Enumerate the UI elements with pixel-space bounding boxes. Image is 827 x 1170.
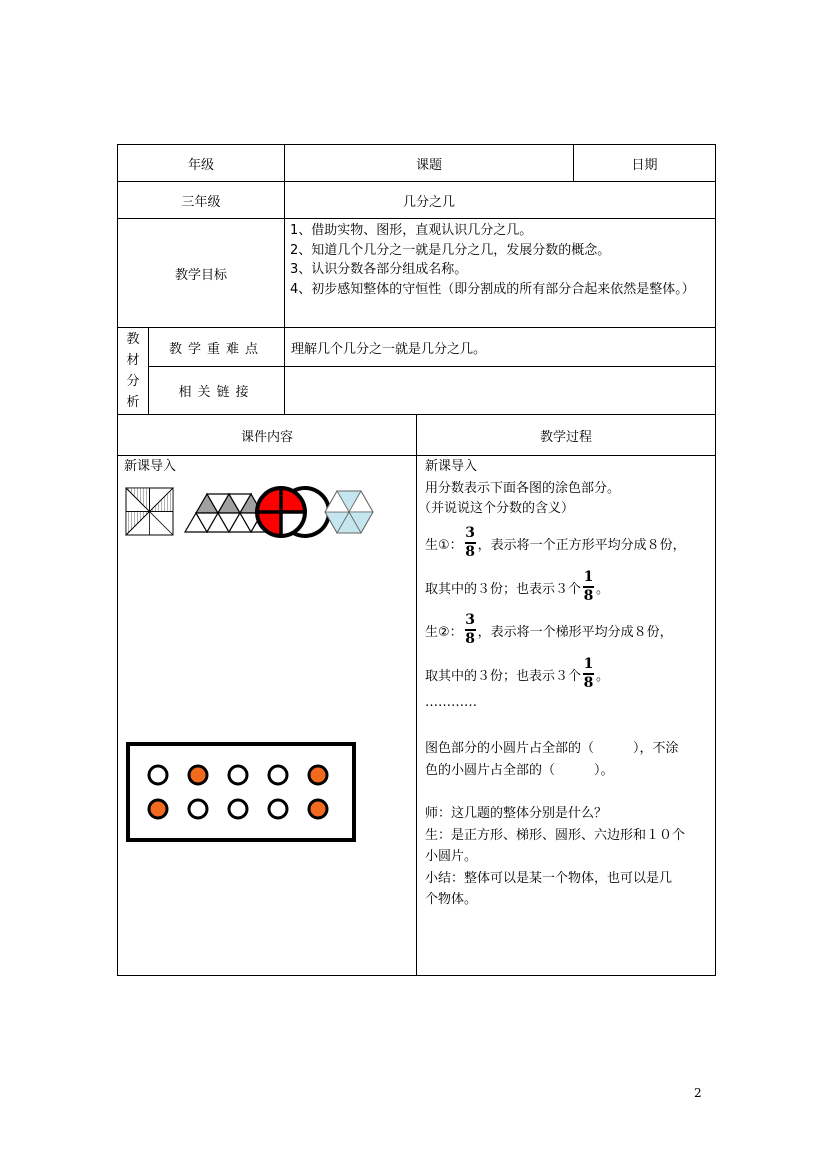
student1-end: 。: [596, 581, 610, 597]
student2-line2: [425, 655, 609, 693]
student1-line1: [425, 524, 686, 562]
student2-line2-text: 取其中的３份；也表示３个: [425, 668, 582, 684]
shapes-figure: [122, 482, 384, 542]
goal-item: 1、借助实物、图形，直观认识几分之几。: [290, 223, 533, 238]
empty-circle: [229, 766, 247, 784]
fraction-denominator: 8: [583, 587, 594, 604]
links-label: 相关链接: [178, 385, 255, 400]
ellipsis: …………: [425, 695, 477, 710]
analysis-char: 材: [126, 353, 140, 368]
fraction-one-eighth: [583, 657, 594, 691]
fraction-three-eighths: [465, 613, 476, 647]
analysis-side-label: [118, 328, 148, 414]
process-instruction-note: （并说说这个分数的含义）: [418, 501, 575, 516]
fraction-numerator: 1: [583, 656, 594, 673]
circle-shape: [257, 488, 329, 536]
student1-text: ，表示将一个正方形平均分成８份，: [477, 537, 686, 553]
col-divider: [416, 414, 417, 976]
student1-prefix: 生①：: [425, 537, 463, 553]
fraction-denominator: 8: [465, 543, 476, 560]
goal-item: 3、认识分数各部分组成名称。: [290, 262, 468, 277]
circles-question-line1: 图色部分的小圆片占全部的（ ），不涂: [425, 741, 679, 756]
summary-line1: 小结：整体可以是某一个物体，也可以是几: [425, 871, 673, 886]
grade-value: 三年级: [181, 194, 221, 210]
student2-text: ，表示将一个梯形平均分成８份，: [477, 624, 673, 640]
empty-circle: [149, 766, 167, 784]
student-answer-line1: 生：是正方形、梯形、圆形、六边形和１０个: [425, 828, 686, 843]
topic-header: 课题: [415, 157, 442, 173]
teacher-question: 师：这几题的整体分别是什么？: [425, 806, 608, 821]
circles-question-line2: 色的小圆片占全部的（ ）。: [425, 763, 614, 778]
analysis-char: 教: [126, 332, 140, 347]
date-header: 日期: [631, 157, 658, 173]
courseware-intro: 新课导入: [124, 459, 177, 474]
topic-value: 几分之几: [402, 194, 455, 210]
process-header: 教学过程: [539, 429, 592, 445]
student1-line2-text: 取其中的３份；也表示３个: [425, 581, 582, 597]
fraction-denominator: 8: [583, 674, 594, 691]
links-value: [291, 367, 711, 414]
grade-header: 年级: [187, 157, 214, 173]
process-instruction: 用分数表示下面各图的涂色部分。: [425, 481, 621, 496]
empty-circle: [269, 766, 287, 784]
summary-line2: 个物体。: [425, 892, 478, 907]
fraction-numerator: 1: [583, 569, 594, 586]
circle-board-dots: [126, 742, 356, 842]
analysis-char: 分: [126, 374, 140, 389]
goal-item: 4、初步感知整体的守恒性（即分割成的所有部分合起来依然是整体。）: [290, 281, 695, 297]
filled-circle: [309, 766, 327, 784]
key-points-label: 教学重难点: [168, 341, 264, 357]
empty-circle: [229, 800, 247, 818]
key-points-value: 理解几个几分之一就是几分之几。: [291, 341, 487, 357]
empty-circle: [189, 800, 207, 818]
square-shape: [126, 488, 173, 535]
student2-line1: [425, 611, 673, 649]
process-intro: 新课导入: [425, 459, 478, 474]
fraction-numerator: 3: [465, 612, 476, 629]
fraction-three-eighths: [465, 526, 476, 560]
filled-circle: [309, 800, 327, 818]
hexagon-shape: [325, 491, 373, 533]
student2-end: 。: [596, 668, 610, 684]
fraction-one-eighth: [583, 570, 594, 604]
table-border-right: [715, 144, 716, 976]
filled-circle: [189, 766, 207, 784]
date-value: [574, 182, 715, 218]
student-answer-line2: 小圆片。: [425, 849, 478, 864]
goals-list: [290, 221, 712, 299]
analysis-char: 析: [126, 395, 140, 410]
page-number: 2: [694, 1086, 702, 1100]
student2-prefix: 生②：: [425, 624, 463, 640]
fraction-denominator: 8: [465, 630, 476, 647]
empty-circle: [269, 800, 287, 818]
filled-circle: [149, 800, 167, 818]
student1-line2: [425, 568, 609, 606]
fraction-numerator: 3: [465, 525, 476, 542]
goal-item: 2、知道几个几分之一就是几分之几，发展分数的概念。: [290, 242, 611, 258]
courseware-header: 课件内容: [240, 429, 293, 445]
goals-label: 教学目标: [174, 267, 227, 283]
